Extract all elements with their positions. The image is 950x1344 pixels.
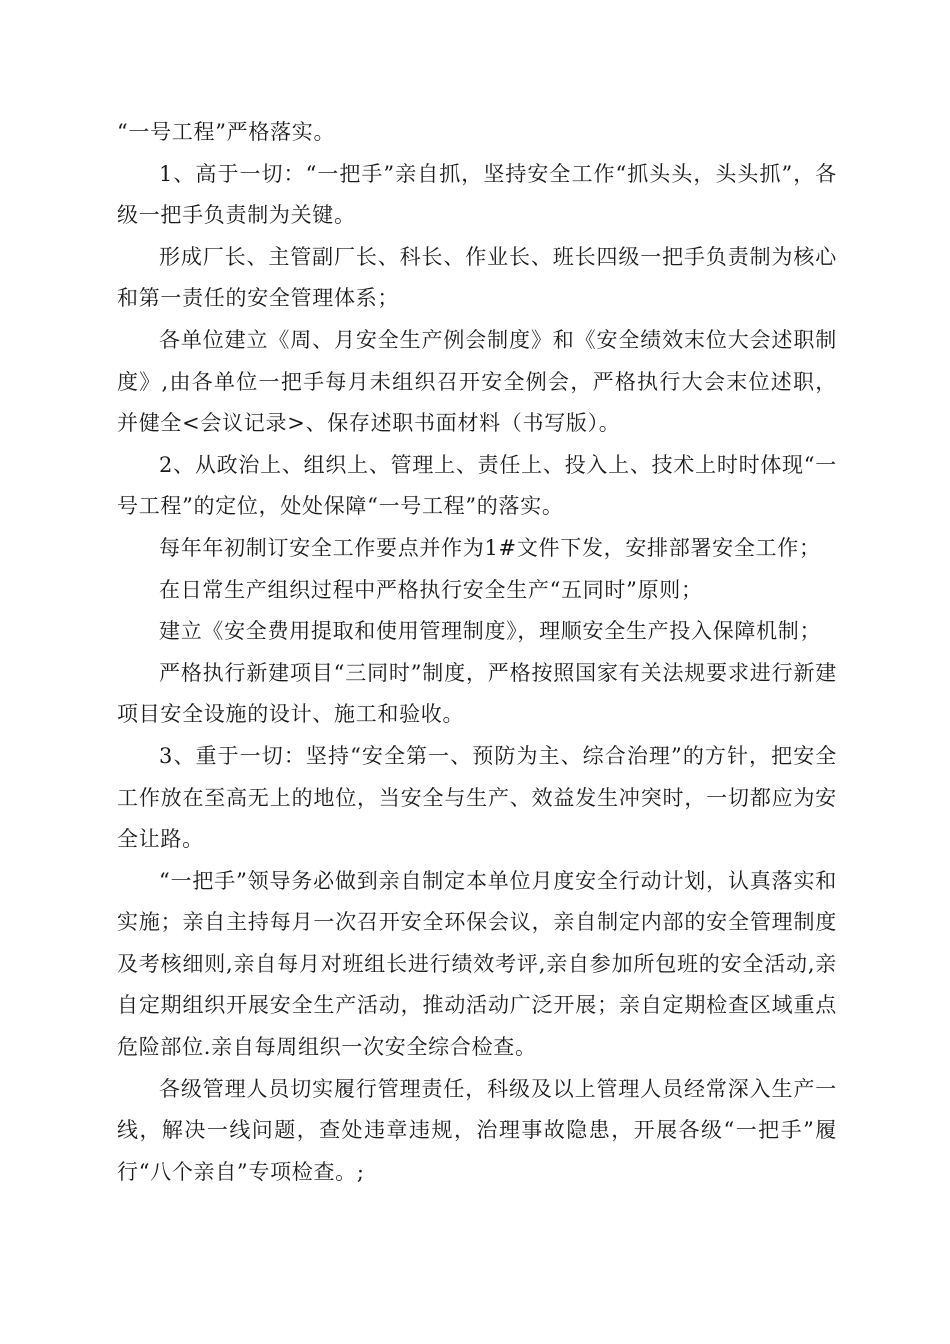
paragraph-item-2: 2、从政治上、组织上、管理上、责任上、投入上、技术上时时体现“一号工程”的定位，处处保障“一号工程”的落实。 bbox=[117, 452, 837, 519]
paragraph-intro: “一号工程”严格落实。 bbox=[117, 120, 336, 144]
document-body bbox=[117, 112, 837, 1193]
paragraph-item-1: 1、高于一切：“一把手”亲自抓，坚持安全工作“抓头头，头头抓”，各级一把手负责制为关键。 bbox=[117, 161, 837, 228]
paragraph: 建立《安全费用提取和使用管理制度》，理顺安全生产投入保障机制； bbox=[159, 619, 822, 644]
paragraph: 各级管理人员切实履行管理责任，科级及以上管理人员经常深入生产一线，解决一线问题，查处违章违规，治理事故隐患，开展各级“一把手”履行“八个亲自”专项检查。; bbox=[117, 1076, 837, 1184]
paragraph: 各单位建立《周、月安全生产例会制度》和《安全绩效末位大会述职制度》,由各单位一把手每月未组织召开安全例会，严格执行大会末位述职，并健全<会议记录>、保存述职书面材料（书写版）。 bbox=[117, 327, 837, 436]
paragraph: 严格执行新建项目“三同时”制度，严格按照国家有关法规要求进行新建项目安全设施的设计、施工和验收。 bbox=[117, 660, 837, 727]
paragraph: 形成厂长、主管副厂长、科长、作业长、班长四级一把手负责制为核心和第一责任的安全管理体系； bbox=[117, 244, 837, 311]
paragraph: “一把手”领导务必做到亲自制定本单位月度安全行动计划，认真落实和实施；亲自主持每月一次召开安全环保会议，亲自制定内部的安全管理制度及考核细则,亲自每月对班组长进行绩效考评,亲自参加所包班的安全活动,亲自定期组织开展安全生产活动，推动活动广泛开展；亲自定期检查区域重点危险部位.亲自每周组织一次安全综合检查。 bbox=[117, 868, 837, 1060]
paragraph: 在日常生产组织过程中严格执行安全生产“五同时”原则； bbox=[159, 577, 703, 602]
paragraph: 每年年初制订安全工作要点并作为1#文件下发，安排部署安全工作； bbox=[159, 535, 821, 560]
paragraph-item-3: 3、重于一切：坚持“安全第一、预防为主、综合治理”的方针，把安全工作放在至高无上的地位，当安全与生产、效益发生冲突时，一切都应为安全让路。 bbox=[117, 743, 837, 852]
